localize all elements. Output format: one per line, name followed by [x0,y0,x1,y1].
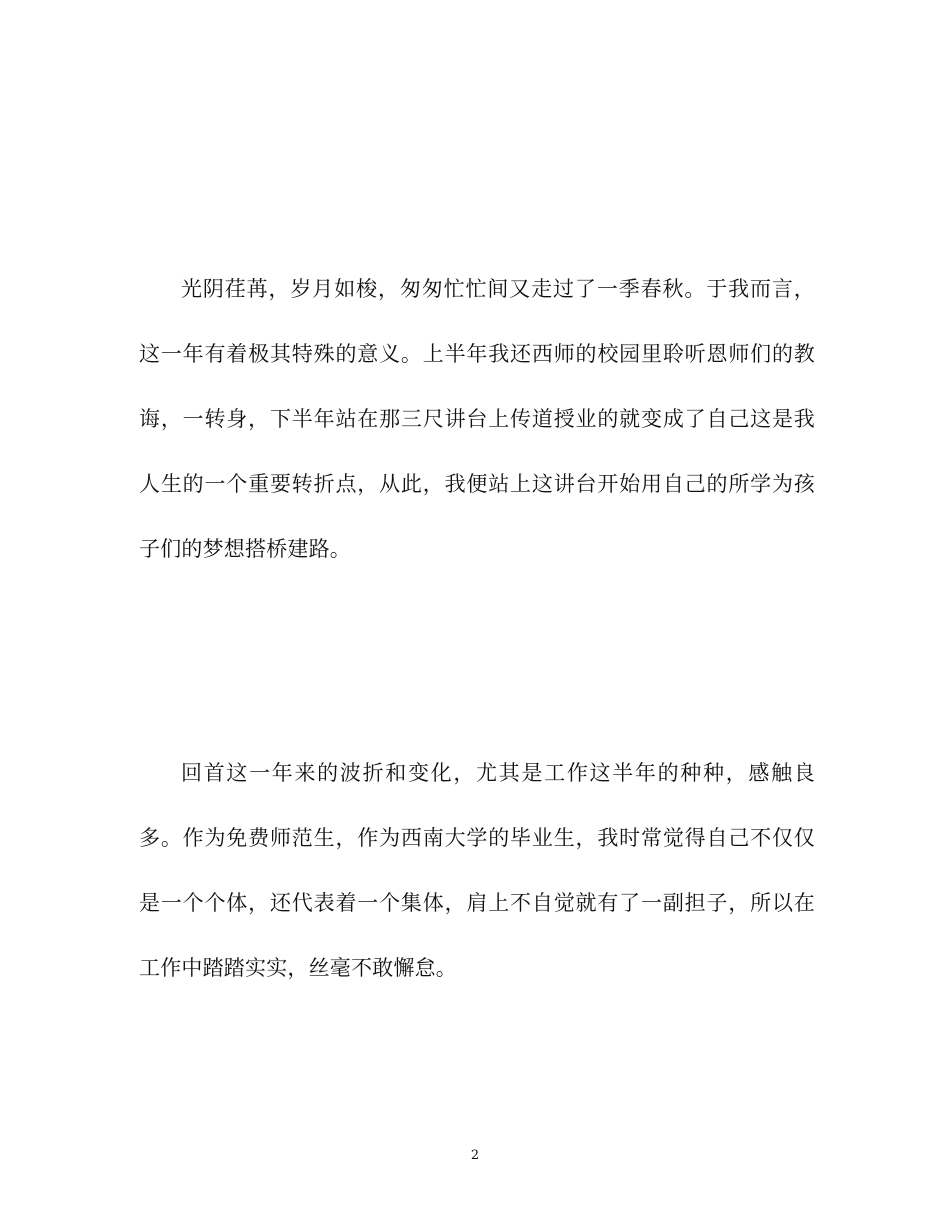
body-paragraph-1: 光阴荏苒，岁月如梭，匆匆忙忙间又走过了一季春秋。于我而言，这一年有着极其特殊的意义。上半年我还西师的校园里聆听恩师们的教诲，一转身，下半年站在那三尺讲台上传道授业的就变成了自己这是我人生的一个重要转折点，从此，我便站上这讲台开始用自己的所学为孩子们的梦想搭桥建路。 [139,277,815,561]
page-number: 2 [470,1148,480,1163]
body-paragraph-2: 回首这一年来的波折和变化，尤其是工作这半年的种种，感触良多。作为免费师范生，作为西南大学的毕业生，我时常觉得自己不仅仅是一个个体，还代表着一个集体，肩上不自觉就有了一副担子，所以在工作中踏踏实实，丝毫不敢懈怠。 [139,761,815,980]
